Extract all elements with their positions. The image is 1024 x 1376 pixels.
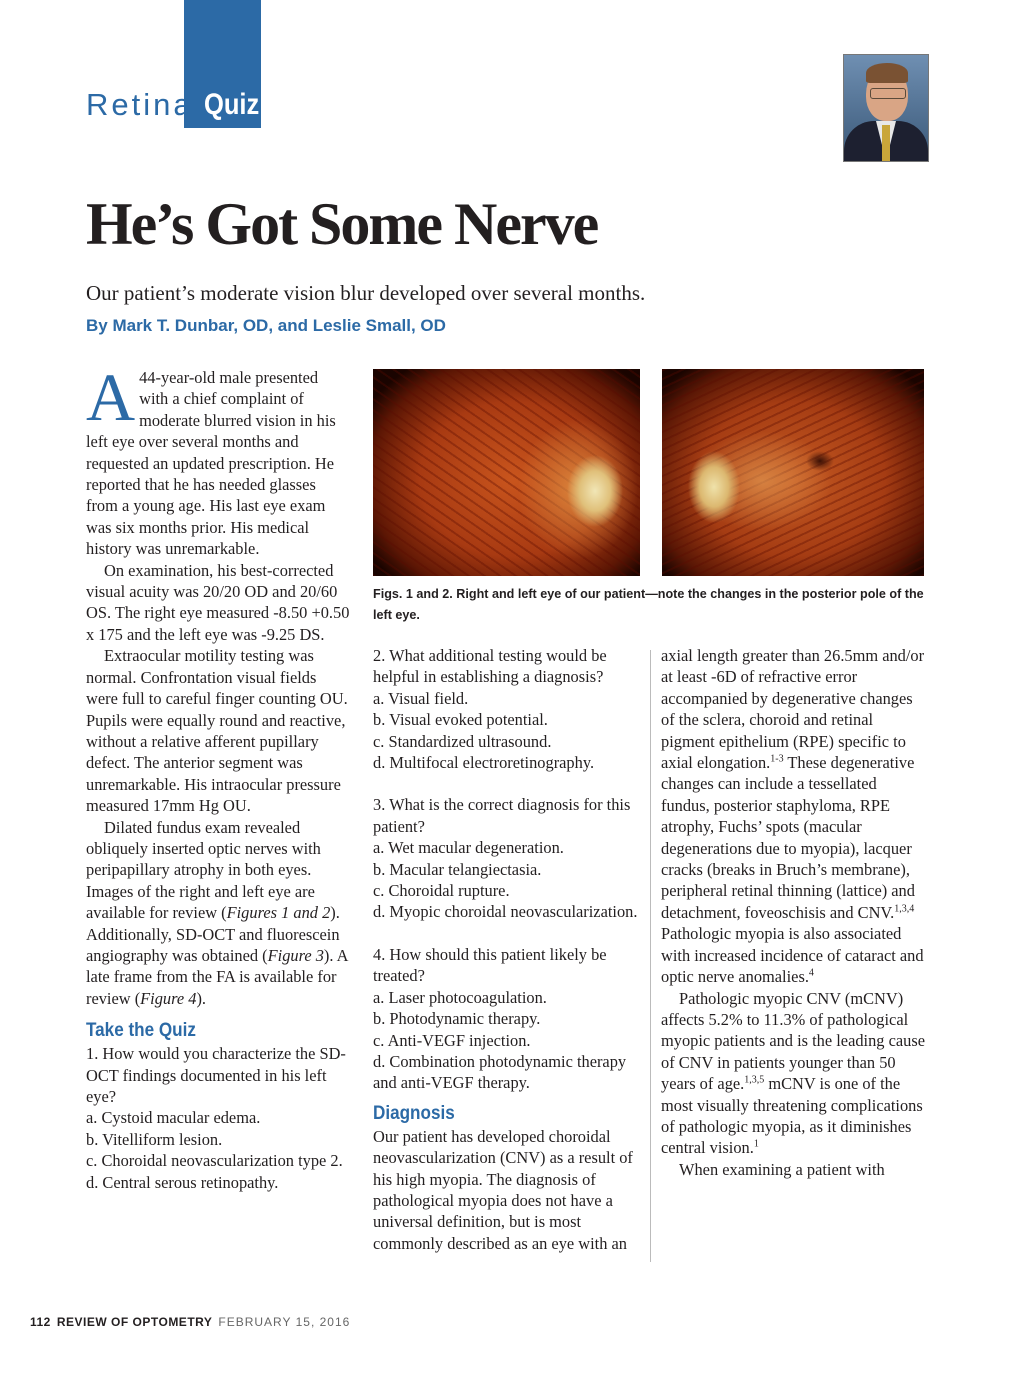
question-4: 4. How should this patient likely be treated? <box>373 944 607 986</box>
diagnosis-paragraph-2: Pathologic myopic CNV (mCNV) affects 5.2% to 11.3% of pathological myopic patients and is the leading cause of CNV in patients younger than 50 years of age.$^{1,3,5}$ mCNV is one of the most visually threatening complications of pathologic myopia, as it diminishes central vision.$^1$ <box>661 988 925 1158</box>
issue-date: FEBRUARY 15, 2016 <box>218 1315 351 1329</box>
question-4-option: b. Photodynamic therapy. <box>373 1009 541 1029</box>
article-title: He’s Got Some Nerve <box>86 191 598 257</box>
column-rule <box>650 650 651 1262</box>
figure-reference: Figures 1 and 2 <box>226 903 331 923</box>
drop-cap: A <box>86 359 136 435</box>
article-subtitle: Our patient’s moderate vision blur developed over several months. <box>86 281 646 305</box>
column-2 <box>373 645 641 1254</box>
article-byline: By Mark T. Dunbar, OD, and Leslie Small, OD <box>86 316 446 335</box>
question-2-option: d. Multifocal electroretinography. <box>373 753 595 773</box>
page-number: 112 <box>30 1315 51 1329</box>
section-name: Retina <box>86 87 194 122</box>
question-2-option: c. Standardized ultrasound. <box>373 731 552 751</box>
diagnosis-paragraph-1-continued: axial length greater than 26.5mm and/or at least -6D of refractive error accompanied by degenerative changes of the sclera, choroid and retinal pigment epithelium (RPE) specific to axial elongation.$^{1-3}$ These degenerative changes can include a tessellated fundus, posterior staphyloma, RPE atrophy, Fuchs’ spots (macular degenerations due to myopia), lacquer cracks (breaks in Bruch’s membrane), peripheral retinal thinning (lattice) and detachment, foveoschisis and CNV.$^{1,3,4}$ Pathologic myopia is also associated with increased incidence of cataract and optic nerve anomalies.$^4$ <box>661 646 925 987</box>
section-label <box>86 86 269 126</box>
section-highlight: Quiz <box>203 88 259 121</box>
question-2-option: b. Visual evoked potential. <box>373 710 548 730</box>
question-3-option: a. Wet macular degeneration. <box>373 838 564 858</box>
figure-2-left-eye-fundus <box>662 369 924 576</box>
quiz-heading: Take the Quiz <box>86 1020 196 1042</box>
figure-reference: Figure 3 <box>267 945 324 965</box>
citation: 1,3,4 <box>894 903 915 915</box>
case-paragraph-4: Dilated fundus exam revealed obliquely inserted optic nerves with peripapillary atrophy in both eyes. Images of the right and left eye are available for review (Figures 1 and 2). Additionally, SD-OCT and fluorescein angiography was obtained (Figure 3). A late frame from the FA is available for review (Figure 4). <box>86 817 348 1008</box>
citation: 1-3 <box>770 753 784 765</box>
author-photo <box>843 54 929 162</box>
page-footer <box>30 1315 350 1329</box>
photo-glasses <box>870 88 906 99</box>
citation: 4 <box>808 967 814 979</box>
citation: 1 <box>753 1138 759 1150</box>
question-3-option: b. Macular telangiectasia. <box>373 859 542 879</box>
figure-1-right-eye-fundus <box>373 369 640 576</box>
case-paragraph-3: Extraocular motility testing was normal. Confrontation visual fields were full to careful finger counting OU. Pupils were equally round and reactive, without a relative afferent pupillary defect. The anterior segment was unremarkable. His intraocular pressure measured 17mm Hg OU. <box>86 646 348 816</box>
publication-name: REVIEW OF OPTOMETRY <box>56 1315 213 1329</box>
question-4-option: c. Anti-VEGF injection. <box>373 1030 531 1050</box>
question-1-option: b. Vitelliform lesion. <box>86 1129 223 1149</box>
photo-tie <box>882 125 890 161</box>
question-3-option: d. Myopic choroidal neovascularization. <box>373 902 638 922</box>
column-1 <box>86 359 350 1193</box>
citation: 1,3,5 <box>744 1074 765 1086</box>
question-2: 2. What additional testing would be helpful in establishing a diagnosis? <box>373 646 607 687</box>
question-3: 3. What is the correct diagnosis for this patient? <box>373 795 631 836</box>
question-2-option: a. Visual field. <box>373 688 469 708</box>
question-1-option: d. Central serous retinopathy. <box>86 1172 279 1192</box>
question-4-option: d. Combination photodynamic therapy and anti-VEGF therapy. <box>373 1051 627 1093</box>
figure-reference: Figure 4 <box>140 988 197 1008</box>
diagnosis-heading: Diagnosis <box>373 1102 455 1124</box>
case-paragraph-1: A 44-year-old male presented with a chief complaint of moderate blurred vision in his left eye over several months and requested an updated prescription. He reported that he has needed glasses from a young age. His last eye exam was six months prior. His medical history was unremarkable. <box>86 359 336 559</box>
photo-hair <box>866 63 908 83</box>
question-3-option: c. Choroidal rupture. <box>373 881 510 901</box>
diagnosis-paragraph-1: Our patient has developed choroidal neovascularization (CNV) as a result of his high myopia. The diagnosis of pathological myopia does not have a universal definition, but is most commonly described as an eye with an <box>373 1126 633 1253</box>
question-4-option: a. Laser photocoagulation. <box>373 987 547 1007</box>
question-1: 1. How would you characterize the SD-OCT findings documented in his left eye? <box>86 1044 346 1106</box>
question-1-option: c. Choroidal neovascularization type 2. <box>86 1151 343 1171</box>
figure-caption: Figs. 1 and 2. Right and left eye of our patient—note the changes in the posterior pole of the left eye. <box>373 587 924 622</box>
column-3 <box>661 645 929 1180</box>
question-1-option: a. Cystoid macular edema. <box>86 1108 261 1128</box>
diagnosis-paragraph-3: When examining a patient with <box>679 1159 885 1179</box>
case-paragraph-2: On examination, his best-corrected visual acuity was 20/20 OD and 20/60 OS. The right eye measured -8.50 +0.50 x 175 and the left eye was -9.25 DS. <box>86 560 350 644</box>
